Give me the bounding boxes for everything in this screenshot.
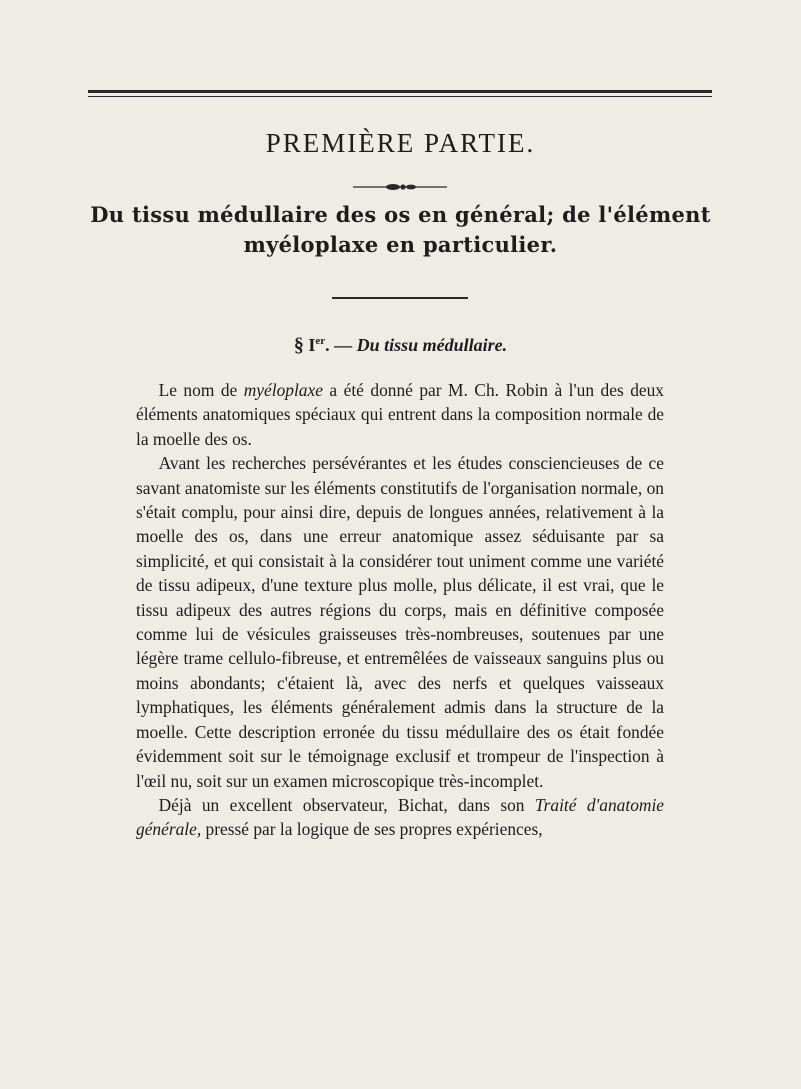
top-rule-thin — [88, 96, 712, 97]
section-heading — [0, 334, 801, 357]
section-number-sup: er — [315, 335, 326, 347]
section-dash: . — — [325, 335, 353, 355]
section-number-main: I — [308, 335, 316, 355]
paragraph-1 — [136, 378, 664, 451]
paragraph-3-emphasis: Traité d'anatomie générale, — [136, 794, 664, 840]
chapter-title-line-1: Du tissu médullaire des os en général; de l'élément — [90, 202, 711, 227]
section-number — [308, 335, 325, 355]
paragraph-3-pre: Déjà un excellent observateur, Bichat, dans son — [158, 794, 535, 815]
paragraph-1-emphasis: myéloplaxe — [243, 380, 323, 400]
ornament-divider-icon — [353, 182, 447, 192]
chapter-title-line-2: myéloplaxe en particulier. — [243, 232, 558, 257]
part-title: PREMIÈRE PARTIE. — [265, 128, 536, 158]
paragraph-1-post: a été donné par M. Ch. Robin à l'un des deux éléments anatomiques spéciaux qui entrent dans la composition normale de la moelle des os. — [136, 380, 664, 449]
section-symbol: § — [293, 334, 304, 356]
chapter-title — [0, 200, 801, 260]
paragraph-2: Avant les recherches persévérantes et les études consciencieuses de ce savant anatomiste sur les éléments constitutifs de l'organisation normale, on s'était complu, pour ainsi dire, depuis de longues années, relativement à la moelle des os, dans une erreur anatomique assez séduisante par sa simplicité, et qui consistait à la considérer tout uniment comme une variété de tissu adipeux, d'une texture plus molle, plus délicate, il est vrai, que le tissu adipeux des autres régions du corps, mais en définitive composée comme lui de vésicules graisseuses très-nombreuses, soutenues par une légère trame cellulo-fibreuse, et entremêlées de vaisseaux sanguins plus ou moins abondants; c'étaient là, avec des nerfs et quelques vaisseaux lymphatiques, les éléments généralement admis dans la structure de la moelle. Cette description erronée du tissu médullaire des os était fondée évidemment soit sur le témoignage exclusif et trompeur de l'inspection à l'œil nu, soit sur un examen microscopique très-incomplet. — [136, 453, 664, 791]
section-subtitle: Du tissu médullaire. — [356, 335, 508, 355]
paragraph-1-pre: Le nom de — [158, 380, 244, 400]
section-separator — [332, 297, 468, 299]
paragraph-3 — [136, 793, 664, 842]
body-text — [136, 378, 664, 842]
top-rule-thick — [88, 90, 712, 93]
paragraph-3-post: pressé par la logique de ses propres expériences, — [201, 819, 543, 840]
